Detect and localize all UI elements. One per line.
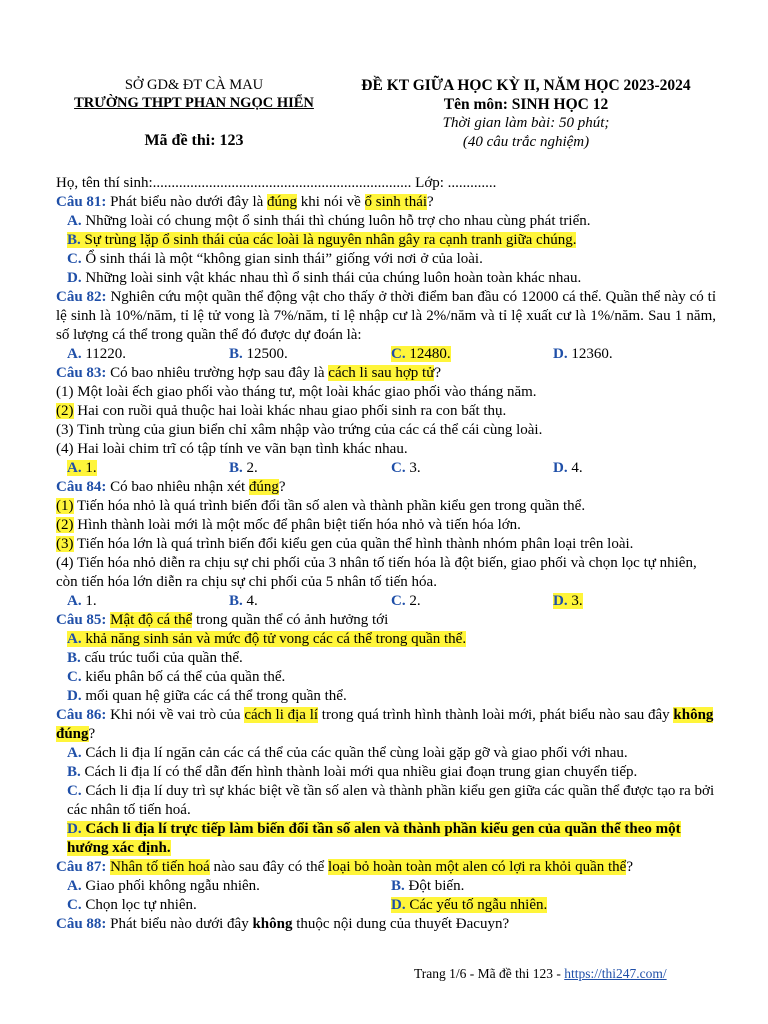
exam-title: ĐỀ KT GIỮA HỌC KỲ II, NĂM HỌC 2023-2024 <box>361 77 691 94</box>
option-b: B. 12500. <box>229 346 288 362</box>
highlight: đúng <box>267 194 298 210</box>
option-d: D. Các yếu tố ngẫu nhiên. <box>391 897 548 913</box>
exam-content <box>56 174 716 934</box>
question-text: Có bao nhiêu trường hợp sau đây là <box>106 365 329 381</box>
options-row <box>56 592 716 611</box>
highlight: Nhân tố tiến hoá <box>110 859 210 875</box>
option-c: C. Chọn lọc tự nhiên. <box>67 897 197 913</box>
question-text: ? <box>434 365 442 381</box>
option-b: B. 2. <box>229 460 258 476</box>
highlight: cách li địa lí <box>244 707 319 723</box>
option-a: A. 11220. <box>67 346 127 362</box>
exam-code: Mã đề thi: 123 <box>144 132 244 149</box>
option-b: B. 4. <box>229 593 258 609</box>
question-count: (40 câu trắc nghiệm) <box>462 134 590 150</box>
highlight: Mật độ cá thể <box>110 612 193 628</box>
option-c: C. 12480. <box>391 346 451 362</box>
statement-3: (3) Tiến hóa lớn là quá trình biến đổi kiểu gen của quần thể hình thành nhóm phân loại trên loài. <box>56 536 634 552</box>
question-text: trong quá trình hình thành loài mới, phát biểu nào sau đây <box>318 707 674 723</box>
highlight: ổ sinh thái <box>364 194 428 210</box>
question-text: Nghiên cứu một quần thể động vật cho thấy ở thời điểm ban đầu có 12000 cá thể. Quần thể này có tỉ lệ sinh là 10%/năm, tỉ lệ tử vong là 7%/năm, tỉ lệ nhập cư là 2%/năm và tỉ lệ xuất cư là 1%/năm. Sau 1 năm, số lượng cá thể trong quần thể đó được dự đoán là: <box>56 289 717 343</box>
option-b: B. cấu trúc tuổi của quần thể. <box>67 650 243 666</box>
question-number: Câu 87: <box>56 859 107 875</box>
statement-4: (4) Tiến hóa nhỏ diễn ra chịu sự chi phối của 3 nhân tố tiến hóa là đột biến, giao phối và chọn lọc tự nhiên, còn tiến hóa lớn diễn ra chịu sự chi phối của 5 nhân tố tiến hóa. <box>56 555 697 590</box>
question-text: nào sau đây có thể <box>209 859 329 875</box>
question-text: Khi nói về vai trò của <box>106 707 245 723</box>
question-text: ? <box>88 726 96 742</box>
page-footer <box>414 966 667 982</box>
question-number: Câu 86: <box>56 707 107 723</box>
statement-1: (1) Một loài ếch giao phối vào tháng tư, một loài khác giao phối vào tháng năm. <box>56 384 537 400</box>
department-name: SỞ GD& ĐT CÀ MAU <box>124 77 264 93</box>
question-number: Câu 81: <box>56 194 107 210</box>
question-text: Phát biểu nào dưới đây là <box>106 194 268 210</box>
question-text: Có bao nhiêu nhận xét <box>106 479 249 495</box>
option-c: C. Cách li địa lí duy trì sự khác biệt về tần số alen và thành phần kiểu gen giữa các quần thể được tạo ra bởi các nhân tố tiến hoá. <box>67 783 715 818</box>
header-left <box>60 76 328 150</box>
question-84 <box>56 478 716 611</box>
statement-1: (1) Tiến hóa nhỏ là quá trình biến đổi tần số alen và thành phần kiểu gen trong quần thể. <box>56 498 586 514</box>
option-a: A. khả năng sinh sản và mức độ tử vong các cá thể trong quần thể. <box>67 631 467 647</box>
question-86 <box>56 706 716 858</box>
question-text: ? <box>278 479 286 495</box>
question-number: Câu 85: <box>56 612 107 628</box>
option-a: A. 1. <box>67 593 97 609</box>
footer-text: Trang 1/6 - Mã đề thi 123 - <box>414 966 565 981</box>
question-88 <box>56 915 716 934</box>
header-right <box>340 76 712 152</box>
option-d: D. Những loài sinh vật khác nhau thì ổ sinh thái của chúng luôn hoàn toàn khác nhau. <box>67 270 582 286</box>
option-c: C. Ổ sinh thái là một “không gian sinh thái” giống với nơi ở của loài. <box>67 251 483 267</box>
option-a: A. 1. <box>67 460 97 476</box>
option-b: B. Cách li địa lí có thể dẫn đến hình thành loài mới qua nhiều giai đoạn trung gian chuyển tiếp. <box>67 764 638 780</box>
option-c: C. 3. <box>391 460 421 476</box>
emphasis: không <box>252 916 293 932</box>
question-text: ? <box>427 194 434 210</box>
option-d: D. 12360. <box>553 346 613 362</box>
option-d: D. 3. <box>553 593 583 609</box>
highlight: loại bỏ hoàn toàn một alen có lợi ra khỏi quần thể <box>328 859 627 875</box>
question-text: ? <box>626 859 633 875</box>
question-81 <box>56 193 716 288</box>
statement-2: (2) Hình thành loài mới là một mốc để phân biệt tiến hóa nhỏ và tiến hóa lớn. <box>56 517 521 533</box>
question-text: thuộc nội dung của thuyết Đacuyn? <box>292 916 510 932</box>
statement-2: (2) Hai con ruồi quả thuộc hai loài khác nhau giao phối sinh ra con bất thụ. <box>56 403 507 419</box>
option-a: A. Giao phối không ngẫu nhiên. <box>67 878 260 894</box>
school-name: TRƯỜNG THPT PHAN NGỌC HIỂN <box>74 95 314 111</box>
option-b: B. Sự trùng lặp ổ sinh thái của các loài là nguyên nhân gây ra cạnh tranh giữa chúng. <box>67 232 577 248</box>
options-row <box>56 345 716 364</box>
option-c: C. kiểu phân bố cá thể của quần thể. <box>67 669 286 685</box>
question-82 <box>56 288 716 364</box>
question-text: Phát biểu nào dưới đây <box>106 916 253 932</box>
options-row <box>56 896 716 915</box>
option-d: D. Cách li địa lí trực tiếp làm biến đổi tần số alen và thành phần kiểu gen của quần thể theo một hướng xác định. <box>67 821 681 856</box>
options-row <box>56 459 716 478</box>
question-text: trong quần thể có ảnh hưởng tới <box>192 612 389 628</box>
question-text: khi nói về <box>297 194 365 210</box>
options-row <box>56 877 716 896</box>
question-number: Câu 82: <box>56 289 107 305</box>
question-85 <box>56 611 716 706</box>
exam-duration: Thời gian làm bài: 50 phút; <box>442 115 610 131</box>
question-number: Câu 83: <box>56 365 107 381</box>
statement-3: (3) Tinh trùng của giun biển chỉ xâm nhập vào trứng của các cá thể cái cùng loài. <box>56 422 543 438</box>
option-a: A. Những loài có chung một ổ sinh thái thì chúng luôn hỗ trợ cho nhau cùng phát triển. <box>67 213 591 229</box>
student-info-line: Họ, tên thí sinh:..................................................................... Lớp: ............. <box>56 175 497 191</box>
question-number: Câu 84: <box>56 479 107 495</box>
question-83 <box>56 364 716 478</box>
highlight: không đúng <box>56 707 714 742</box>
option-d: D. mối quan hệ giữa các cá thể trong quần thể. <box>67 688 347 704</box>
footer-link[interactable]: https://thi247.com/ <box>564 966 667 981</box>
highlight: cách li sau hợp tử <box>328 365 435 381</box>
statement-4: (4) Hai loài chim trĩ có tập tính ve vãn bạn tình khác nhau. <box>56 441 408 457</box>
option-d: D. 4. <box>553 460 583 476</box>
highlight: đúng <box>248 479 279 495</box>
option-b: B. Đột biến. <box>391 878 465 894</box>
subject-name: Tên môn: SINH HỌC 12 <box>443 96 609 113</box>
question-87 <box>56 858 716 915</box>
option-c: C. 2. <box>391 593 421 609</box>
question-number: Câu 88: <box>56 916 107 932</box>
option-a: A. Cách li địa lí ngăn cản các cá thể của các quần thể cùng loài gặp gỡ và giao phối với nhau. <box>67 745 628 761</box>
